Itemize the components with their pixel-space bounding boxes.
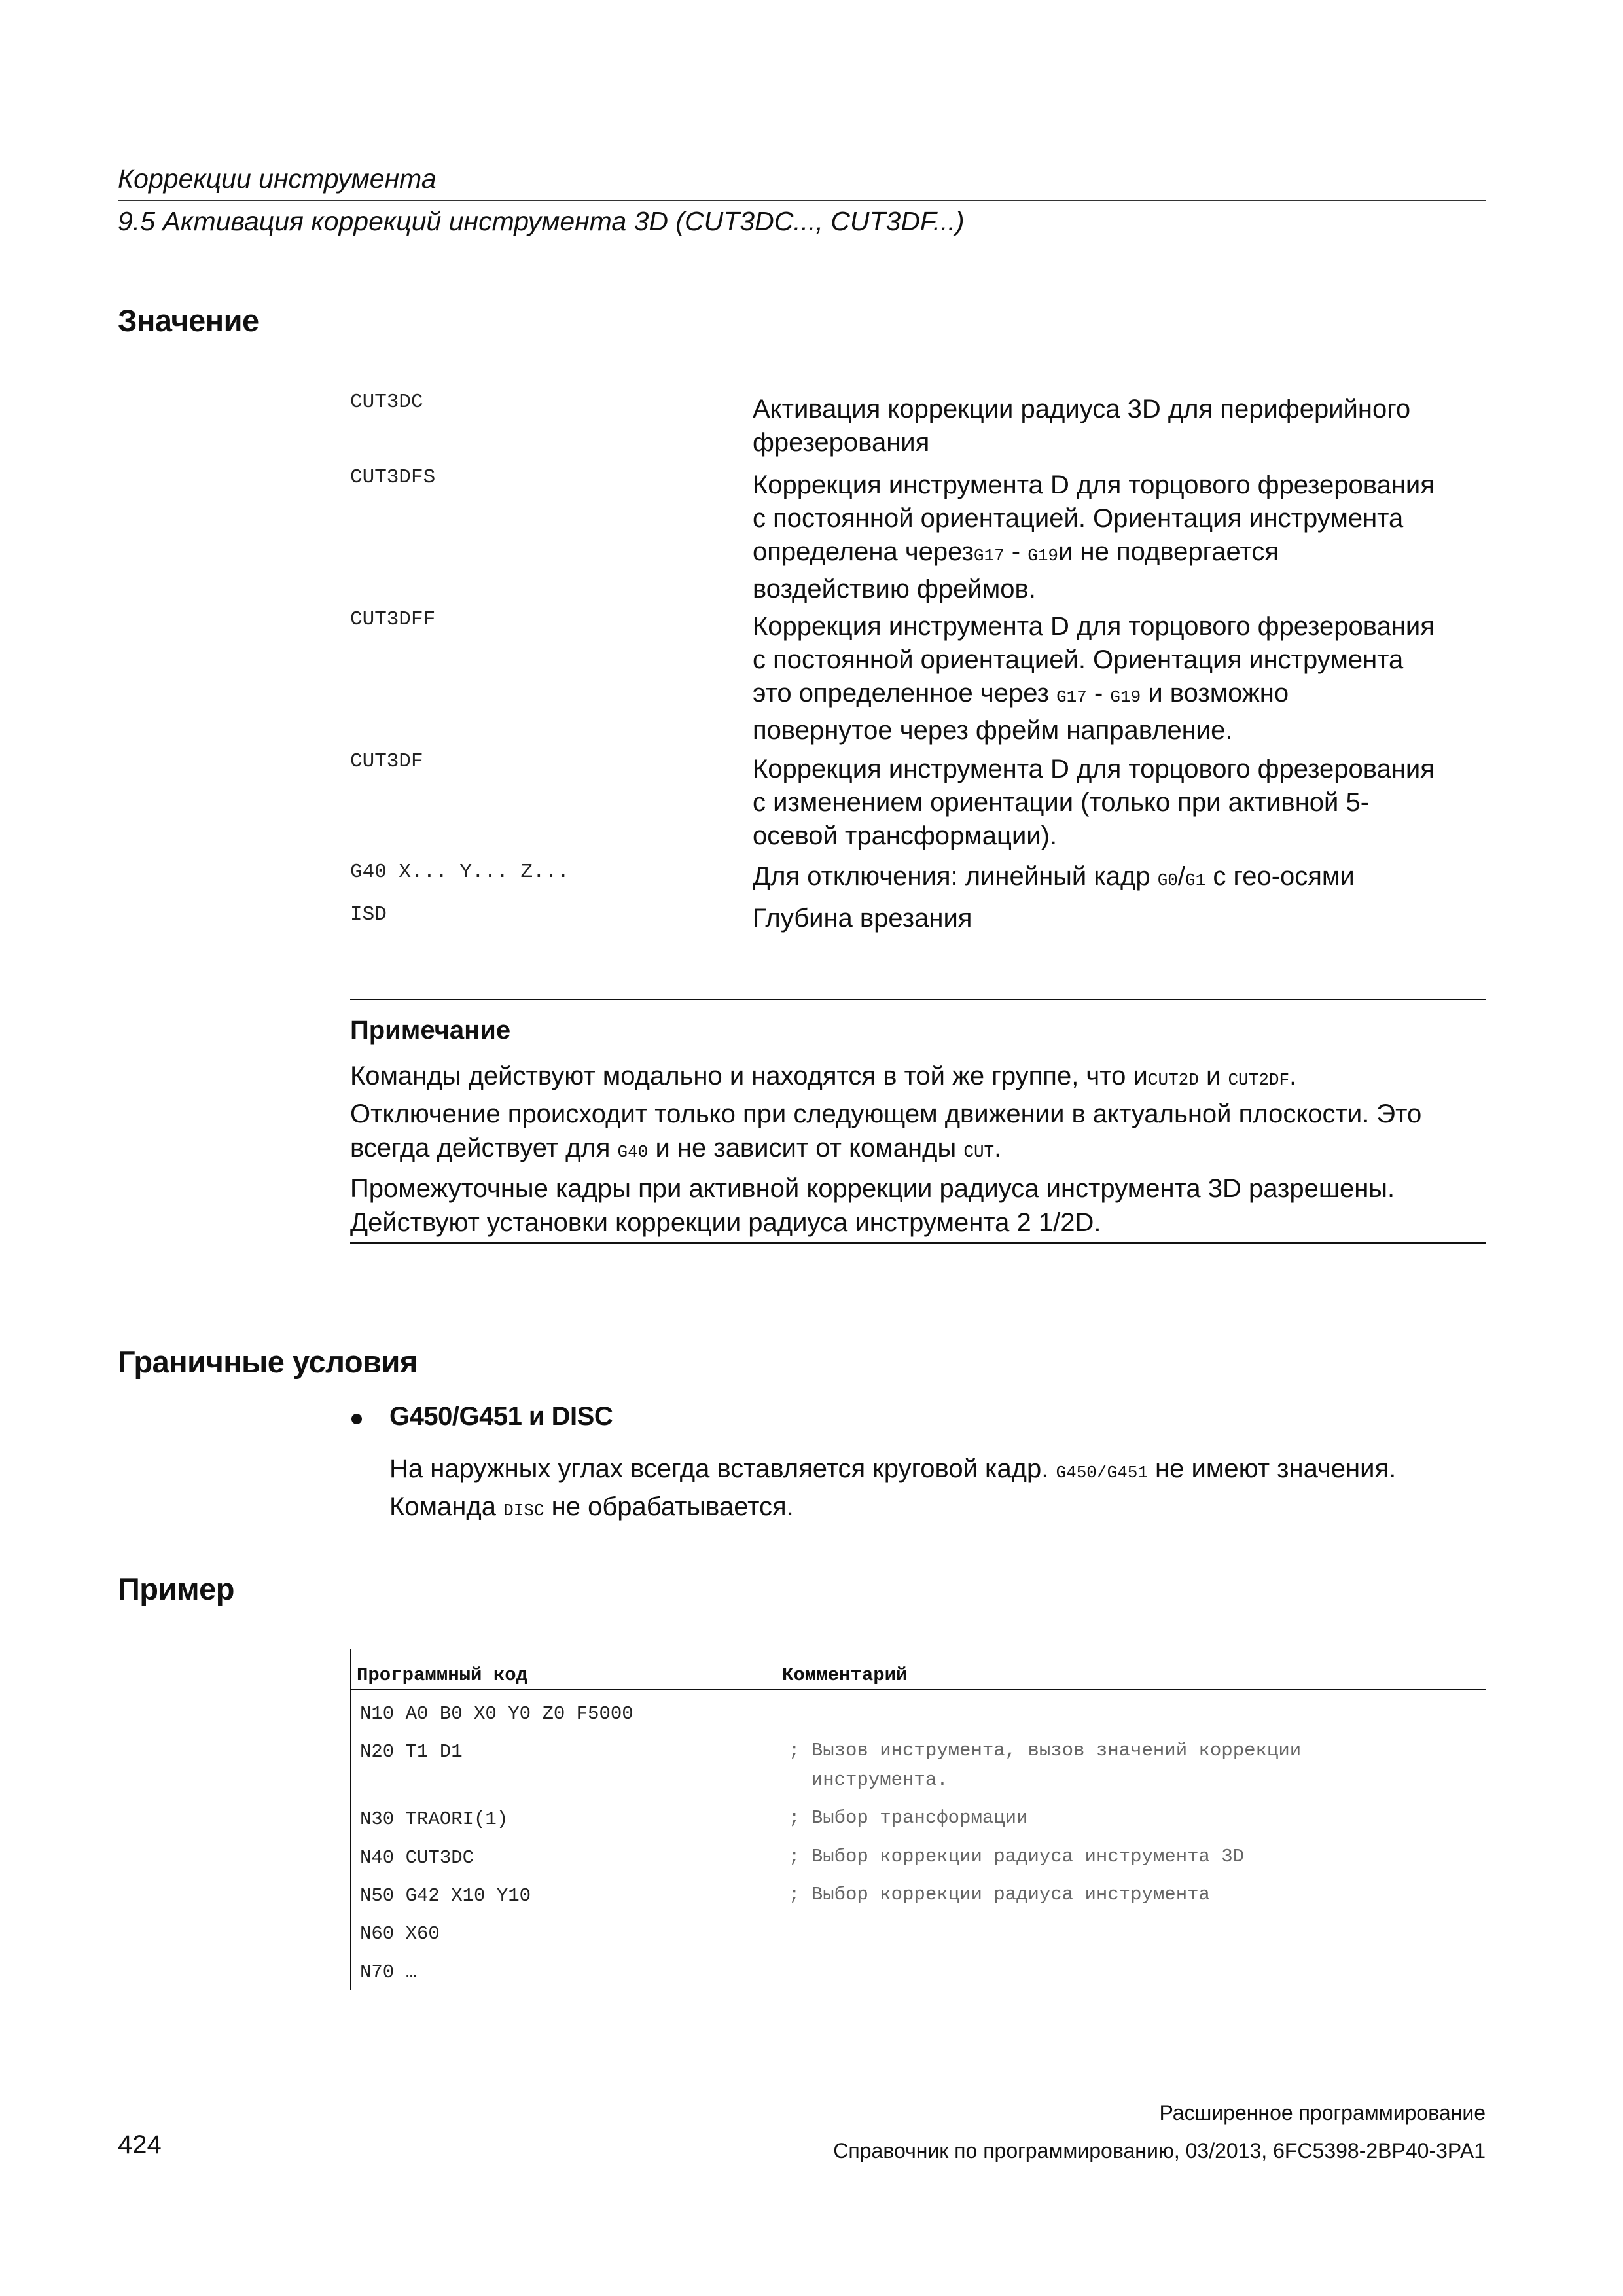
bullet-title: G450/G451 и DISC [389,1402,613,1431]
table-row-comment: ; Выбор коррекции радиуса инструмента [789,1884,1210,1905]
header-divider [118,200,1486,201]
term-cut3df: CUT3DF [350,750,423,773]
term-cut3dfs: CUT3DFS [350,466,436,489]
term-isd: ISD [350,903,387,926]
note-paragraph-1: Команды действуют модально и находятся в той же группе, что иCUT2D и CUT2DF. Отключение происходит только при следующем движении в актуальной плоскости. Это всегда действует для G40 и не зависит от команды CUT. [350,1062,1422,1162]
desc-g40: Для отключения: линейный кадр G0/G1 с гео-осями [753,862,1355,891]
table-row-comment: ; Выбор трансформации [789,1807,1028,1829]
table-left-border [350,1649,351,1990]
desc-cut3df: Коррекция инструмента D для торцового фрезерования с изменением ориентации (только при активной 5- осевой трансформации). [753,755,1435,850]
footer-reference: Справочник по программированию, 03/2013, 6FC5398-2BP40-3PA1 [833,2139,1486,2162]
heading-example: Пример [118,1571,235,1606]
table-row-code: N60 X60 [360,1923,440,1945]
note-top-rule [350,999,1486,1000]
section-title: 9.5 Активация коррекций инструмента 3D (CUT3DC..., CUT3DF...) [118,206,965,236]
note-bottom-rule [350,1242,1486,1244]
term-cut3dff: CUT3DFF [350,608,436,631]
table-row-code: N70 … [360,1962,418,1983]
bullet-text: На наружных углах всегда вставляется круговой кадр. G450/G451 не имеют значения. Команда DISC не обрабатывается. [389,1454,1397,1521]
page-number: 424 [118,2130,162,2159]
heading-boundary: Граничные условия [118,1344,418,1379]
heading-meaning: Значение [118,303,259,338]
chapter-title: Коррекции инструмента [118,164,437,194]
table-row-comment: ; Выбор коррекции радиуса инструмента 3D [789,1846,1245,1867]
term-cut3dc: CUT3DC [350,391,423,414]
table-row-code: N20 T1 D1 [360,1741,463,1763]
note-paragraph-2: Промежуточные кадры при активной коррекции радиуса инструмента 3D разрешены. Действуют установки коррекции радиуса инструмента 2 1/2D. [350,1174,1395,1237]
table-row-code: N10 A0 B0 X0 Y0 Z0 F5000 [360,1703,633,1725]
term-g40: G40 X... Y... Z... [350,861,569,884]
table-row-code: N30 TRAORI(1) [360,1808,508,1830]
footer-book-title: Расширенное программирование [1159,2101,1486,2125]
table-header-comment: Комментарий [782,1664,908,1686]
table-header-rule [351,1689,1486,1690]
desc-isd: Глубина врезания [753,904,972,933]
note-title: Примечание [350,1016,511,1045]
table-row-code: N40 CUT3DC [360,1847,474,1869]
table-row-comment: ; Вызов инструмента, вызов значений коррекции инструмента. [789,1740,1302,1791]
desc-cut3dff: Коррекция инструмента D для торцового фрезерования с постоянной ориентацией. Ориентация инструмента это определенное через G17 - G19 и возможно повернутое через фрейм направление. [753,612,1435,745]
desc-cut3dc: Активация коррекции радиуса 3D для периферийного фрезерования [753,395,1411,457]
table-row-code: N50 G42 X10 Y10 [360,1885,531,1907]
table-header-code: Программный код [357,1664,528,1686]
desc-cut3dfs: Коррекция инструмента D для торцового фрезерования с постоянной ориентацией. Ориентация инструмента определена черезG17 - G19и не подвергается воздействию фреймов. [753,471,1435,603]
bullet-icon [351,1414,362,1424]
